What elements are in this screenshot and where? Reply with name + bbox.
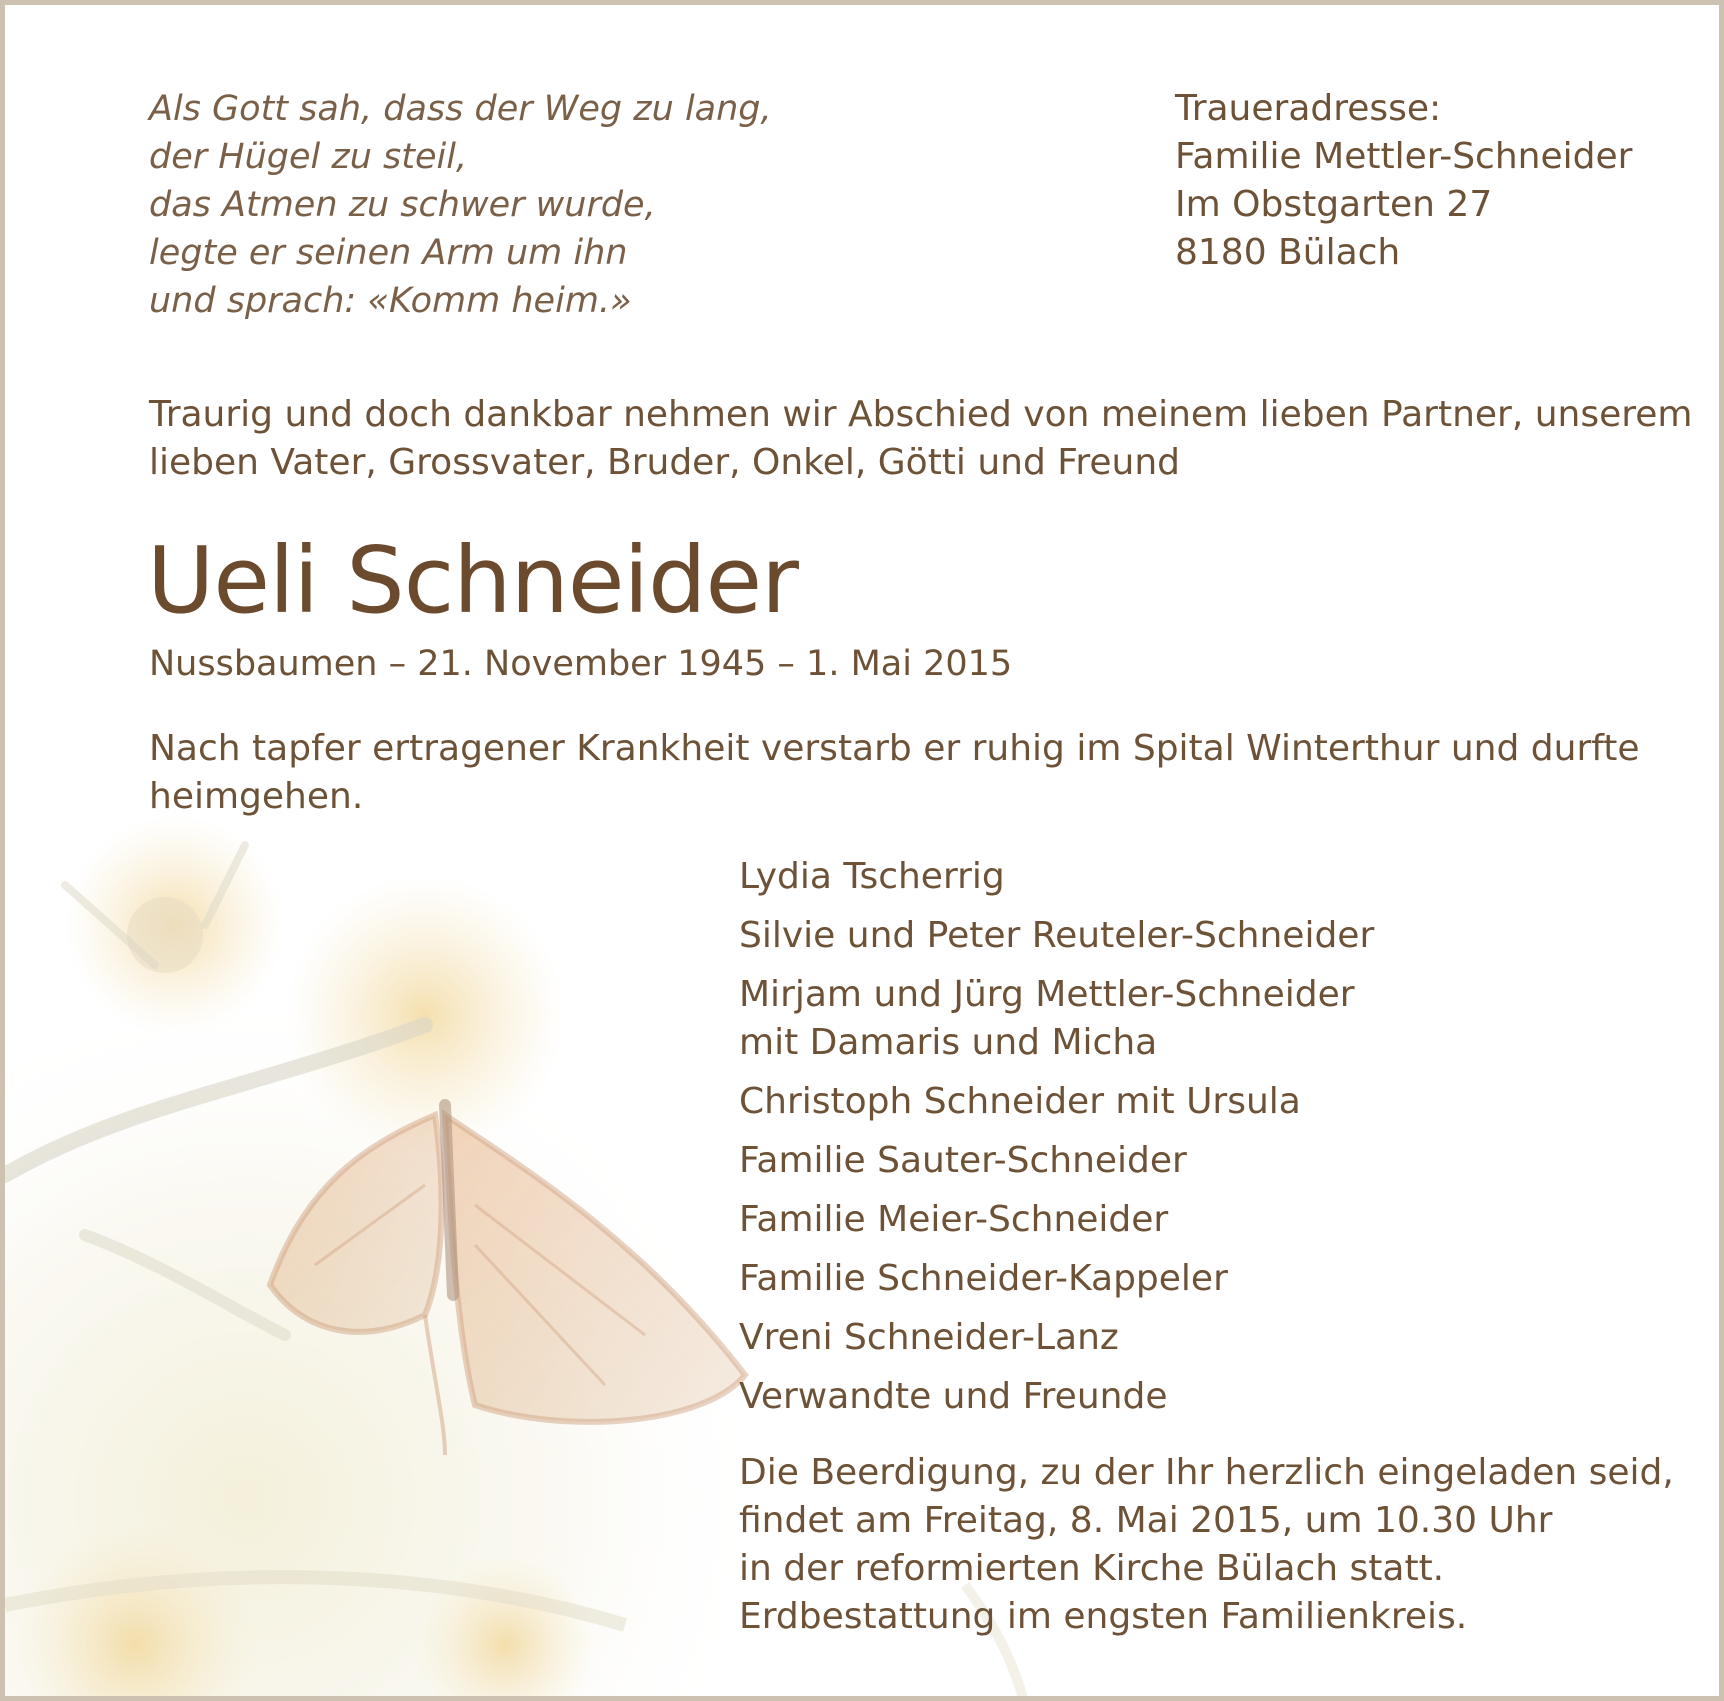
- poem: [149, 85, 772, 325]
- funeral-line: Erdbestattung im engsten Familienkreis.: [739, 1596, 1468, 1637]
- mourner-line: Vreni Schneider-Lanz: [739, 1317, 1119, 1358]
- life-dates: Nussbaumen – 21. November 1945 – 1. Mai 2015: [149, 644, 1013, 684]
- deceased-name: Ueli Schneider: [147, 527, 798, 634]
- mourner-entry: [739, 971, 1374, 1067]
- mourning-address: [1175, 85, 1632, 277]
- funeral-line: Die Beerdigung, zu der Ihr herzlich eingeladen seid,: [739, 1452, 1674, 1493]
- death-note-line: heimgehen.: [149, 776, 364, 817]
- mourners-list: [739, 853, 1374, 1432]
- mourner-line: mit Damaris und Micha: [739, 1022, 1158, 1063]
- mourner-entry: [739, 1373, 1374, 1421]
- funeral-line: in der reformierten Kirche Bülach statt.: [739, 1548, 1445, 1589]
- funeral-line: findet am Freitag, 8. Mai 2015, um 10.30 Uhr: [739, 1500, 1553, 1541]
- mourner-line: Familie Sauter-Schneider: [739, 1140, 1187, 1181]
- address-line: Im Obstgarten 27: [1175, 184, 1493, 225]
- address-line: Traueradresse:: [1175, 88, 1442, 129]
- intro-line: lieben Vater, Grossvater, Bruder, Onkel, Götti und Freund: [149, 442, 1181, 483]
- funeral-notice: [739, 1449, 1674, 1641]
- mourner-line: Familie Meier-Schneider: [739, 1199, 1169, 1240]
- address-line: 8180 Bülach: [1175, 232, 1401, 273]
- intro-line: Traurig und doch dankbar nehmen wir Abschied von meinem lieben Partner, unserem: [149, 394, 1693, 435]
- mourner-line: Verwandte und Freunde: [739, 1376, 1168, 1417]
- intro-text: [149, 391, 1693, 487]
- mourner-entry: [739, 1196, 1374, 1244]
- poem-line: und sprach: «Komm heim.»: [149, 281, 632, 321]
- mourner-entry: [739, 853, 1374, 901]
- mourner-line: Lydia Tscherrig: [739, 856, 1005, 897]
- poem-line: Als Gott sah, dass der Weg zu lang,: [149, 89, 772, 129]
- mourner-line: Mirjam und Jürg Mettler-Schneider: [739, 974, 1355, 1015]
- poem-line: das Atmen zu schwer wurde,: [149, 185, 656, 225]
- mourner-line: Silvie und Peter Reuteler-Schneider: [739, 915, 1375, 956]
- death-note-line: Nach tapfer ertragener Krankheit verstarb er ruhig im Spital Winterthur und durfte: [149, 728, 1640, 769]
- poem-line: legte er seinen Arm um ihn: [149, 233, 628, 273]
- mourner-line: Familie Schneider-Kappeler: [739, 1258, 1228, 1299]
- death-note: [149, 725, 1640, 821]
- mourner-entry: [739, 1314, 1374, 1362]
- mourner-entry: [739, 1137, 1374, 1185]
- mourner-line: Christoph Schneider mit Ursula: [739, 1081, 1301, 1122]
- mourner-entry: [739, 1255, 1374, 1303]
- address-line: Familie Mettler-Schneider: [1175, 136, 1633, 177]
- mourner-entry: [739, 912, 1374, 960]
- mourner-entry: [739, 1078, 1374, 1126]
- poem-line: der Hügel zu steil,: [149, 137, 468, 177]
